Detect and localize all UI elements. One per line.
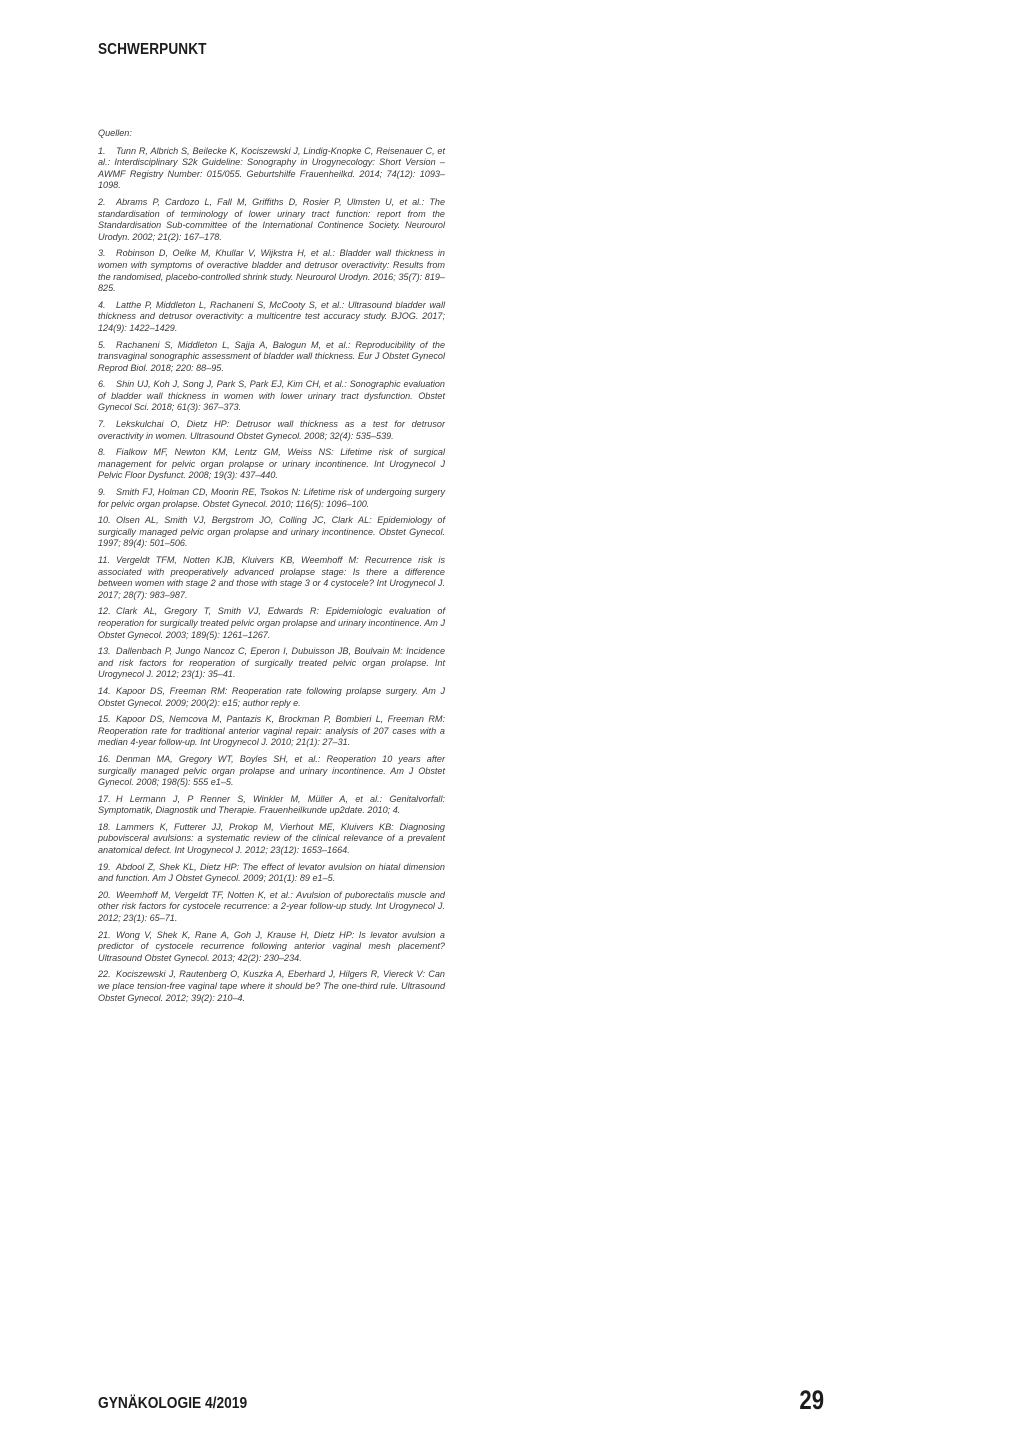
reference-text: Wong V, Shek K, Rane A, Goh J, Krause H, Dietz HP: Is levator avulsion a predictor of cystocele recurrence following anterior vaginal mesh placement? Ultrasound Obstet Gynecol. 2013; 42(2): 230–234. bbox=[98, 929, 445, 963]
reference-item bbox=[98, 714, 445, 749]
reference-text: Tunn R, Albrich S, Beilecke K, Kociszewski J, Lindig-Knopke C, Reisenauer C, et al.: Interdisciplinary S2k Guideline: Sonography in Urogynecology: Short Version – AWMF Registry Number: 015/055. Geburtshilfe Frauenheilkd. 2014; 74(12): 1093–1098. bbox=[98, 145, 445, 191]
reference-item bbox=[98, 890, 445, 925]
reference-text: Vergeldt TFM, Notten KJB, Kluivers KB, Weemhoff M: Recurrence risk is associated with preoperatively advanced prolapse stage: Is there a difference between women with stage 2 and those with stage 3 or 4 cystocele? Int Urogynecol J. 2017; 28(7): 983–987. bbox=[98, 555, 445, 600]
reference-items bbox=[98, 146, 445, 1005]
reference-number: 15. bbox=[98, 714, 111, 725]
reference-number: 6. bbox=[98, 379, 106, 390]
reference-text: Smith FJ, Holman CD, Moorin RE, Tsokos N: Lifetime risk of undergoing surgery for pelvic organ prolapse. Obstet Gynecol. 2010; 116(5): 1096–100. bbox=[98, 487, 445, 509]
reference-number: 20. bbox=[98, 889, 111, 900]
reference-number: 2. bbox=[98, 196, 106, 207]
reference-text: Kapoor DS, Freeman RM: Reoperation rate following prolapse surgery. Am J Obstet Gynecol. 2009; 200(2): e15; author reply e. bbox=[98, 685, 445, 708]
reference-item bbox=[98, 515, 445, 550]
reference-number: 11. bbox=[98, 555, 110, 565]
reference-item bbox=[98, 146, 445, 192]
reference-number: 17. bbox=[98, 793, 111, 804]
reference-number: 10. bbox=[98, 515, 111, 526]
reference-item bbox=[98, 646, 445, 681]
reference-number: 9. bbox=[98, 487, 106, 498]
reference-item bbox=[98, 822, 445, 857]
section-label: SCHWERPUNKT bbox=[98, 41, 207, 58]
reference-number: 5. bbox=[98, 339, 106, 350]
reference-item bbox=[98, 197, 445, 243]
reference-item bbox=[98, 300, 445, 335]
references-heading: Quellen: bbox=[98, 128, 132, 138]
reference-text: Olsen AL, Smith VJ, Bergstrom JO, Colling JC, Clark AL: Epidemiology of surgically managed pelvic organ prolapse and urinary incontinence. Obstet Gynecol. 1997; 89(4): 501–506. bbox=[98, 515, 445, 549]
reference-item bbox=[98, 447, 445, 482]
reference-number: 22. bbox=[98, 969, 111, 980]
reference-number: 12. bbox=[98, 606, 111, 617]
reference-number: 1. bbox=[98, 145, 106, 156]
reference-text: Kapoor DS, Nemcova M, Pantazis K, Brockman P, Bombieri L, Freeman RM: Reoperation rate for traditional anterior vaginal repair: analysis of 207 cases with a median 4-year follow-up. Int Urogynecol J. 2010; 21(1): 27–31. bbox=[98, 714, 445, 748]
reference-number: 18. bbox=[98, 821, 111, 832]
reference-number: 7. bbox=[98, 419, 106, 430]
reference-item bbox=[98, 340, 445, 375]
reference-number: 19. bbox=[98, 861, 111, 872]
reference-text: Dallenbach P, Jungo Nancoz C, Eperon I, Dubuisson JB, Boulvain M: Incidence and risk factors for reoperation of surgically treated pelvic organ prolapse. Int Urogynecol J. 2012; 23(1): 35–41. bbox=[98, 646, 445, 680]
reference-item bbox=[98, 794, 445, 817]
reference-text: Lekskulchai O, Dietz HP: Detrusor wall thickness as a test for detrusor overactivity in women. Ultrasound Obstet Gynecol. 2008; 32(4): 535–539. bbox=[98, 419, 445, 441]
reference-item bbox=[98, 862, 445, 885]
references-list bbox=[98, 128, 445, 1009]
reference-text: H Lermann J, P Renner S, Winkler M, Müller A, et al.: Genitalvorfall: Symptomatik, Diagnostik und Therapie. Frauenheilkunde up2date. 2010; 4. bbox=[98, 793, 445, 816]
reference-item bbox=[98, 754, 445, 789]
reference-number: 8. bbox=[98, 447, 106, 458]
reference-number: 4. bbox=[98, 299, 106, 310]
reference-item bbox=[98, 419, 445, 442]
journal-issue: GYNÄKOLOGIE 4/2019 bbox=[98, 1395, 248, 1412]
reference-text: Robinson D, Oelke M, Khullar V, Wijkstra H, et al.: Bladder wall thickness in women with symptoms of overactive bladder and detrusor overactivity: Results from the randomised, placebo-controlled shrink study. Neurourol Urodyn. 2016; 35(7): 819–825. bbox=[98, 248, 445, 294]
reference-text: Clark AL, Gregory T, Smith VJ, Edwards R: Epidemiologic evaluation of reoperation for surgically treated pelvic organ prolapse and urinary incontinence. Am J Obstet Gynecol. 2003; 189(5): 1261–1267. bbox=[98, 606, 445, 640]
reference-item bbox=[98, 248, 445, 294]
reference-item bbox=[98, 379, 445, 414]
reference-text: Abrams P, Cardozo L, Fall M, Griffiths D, Rosier P, Ulmsten U, et al.: The standardisation of terminology of lower urinary tract function: report from the Standardisation Sub-committee of the International Continence Society. Neurourol Urodyn. 2002; 21(2): 167–178. bbox=[98, 196, 445, 242]
reference-item bbox=[98, 555, 445, 601]
reference-number: 14. bbox=[98, 685, 111, 696]
reference-number: 13. bbox=[98, 646, 111, 657]
reference-item bbox=[98, 930, 445, 965]
reference-number: 3. bbox=[98, 248, 106, 259]
reference-item bbox=[98, 686, 445, 709]
reference-text: Denman MA, Gregory WT, Boyles SH, et al.: Reoperation 10 years after surgically managed pelvic organ prolapse and urinary incontinence. Am J Obstet Gynecol. 2008; 198(5): 555 e1–5. bbox=[98, 753, 445, 788]
reference-number: 16. bbox=[98, 753, 111, 764]
page-number: 29 bbox=[799, 1385, 824, 1415]
reference-number: 21. bbox=[98, 929, 111, 940]
reference-item bbox=[98, 606, 445, 641]
reference-text: Kociszewski J, Rautenberg O, Kuszka A, Eberhard J, Hilgers R, Viereck V: Can we place tension-free vaginal tape where it should be? The one-third rule. Ultrasound Obstet Gynecol. 2012; 39(2): 210–4. bbox=[98, 969, 445, 1003]
reference-text: Fialkow MF, Newton KM, Lentz GM, Weiss NS: Lifetime risk of surgical management for pelvic organ prolapse or urinary incontinence. Int Urogynecol J Pelvic Floor Dysfunct. 2008; 19(3): 437–440. bbox=[98, 447, 445, 481]
reference-text: Rachaneni S, Middleton L, Sajja A, Balogun M, et al.: Reproducibility of the transvaginal sonographic assessment of bladder wall thickness. Eur J Obstet Gynecol Reprod Biol. 2018; 220: 88–95. bbox=[98, 339, 445, 373]
reference-item bbox=[98, 969, 445, 1004]
reference-text: Latthe P, Middleton L, Rachaneni S, McCooty S, et al.: Ultrasound bladder wall thickness and detrusor overactivity: a multicentre test accuracy study. BJOG. 2017; 124(9): 1422–1429. bbox=[98, 299, 445, 333]
reference-text: Lammers K, Futterer JJ, Prokop M, Vierhout ME, Kluivers KB: Diagnosing pubovisceral avulsions: a systematic review of the clinical relevance of a prevalent anatomical defect. Int Urogynecol J. 2012; 23(12): 1653–1664. bbox=[98, 821, 445, 856]
reference-text: Abdool Z, Shek KL, Dietz HP: The effect of levator avulsion on hiatal dimension and function. Am J Obstet Gynecol. 2009; 201(1): 89 e1–5. bbox=[98, 861, 445, 884]
reference-text: Weemhoff M, Vergeldt TF, Notten K, et al.: Avulsion of puborectalis muscle and other risk factors for cystocele recurrence: a 2-year follow-up study. Int Urogynecol J. 2012; 23(1): 65–71. bbox=[98, 889, 445, 924]
reference-item bbox=[98, 487, 445, 510]
reference-text: Shin UJ, Koh J, Song J, Park S, Park EJ, Kim CH, et al.: Sonographic evaluation of bladder wall thickness in women with lower urinary tract dysfunction. Obstet Gynecol Sci. 2018; 61(3): 367–373. bbox=[98, 379, 445, 413]
